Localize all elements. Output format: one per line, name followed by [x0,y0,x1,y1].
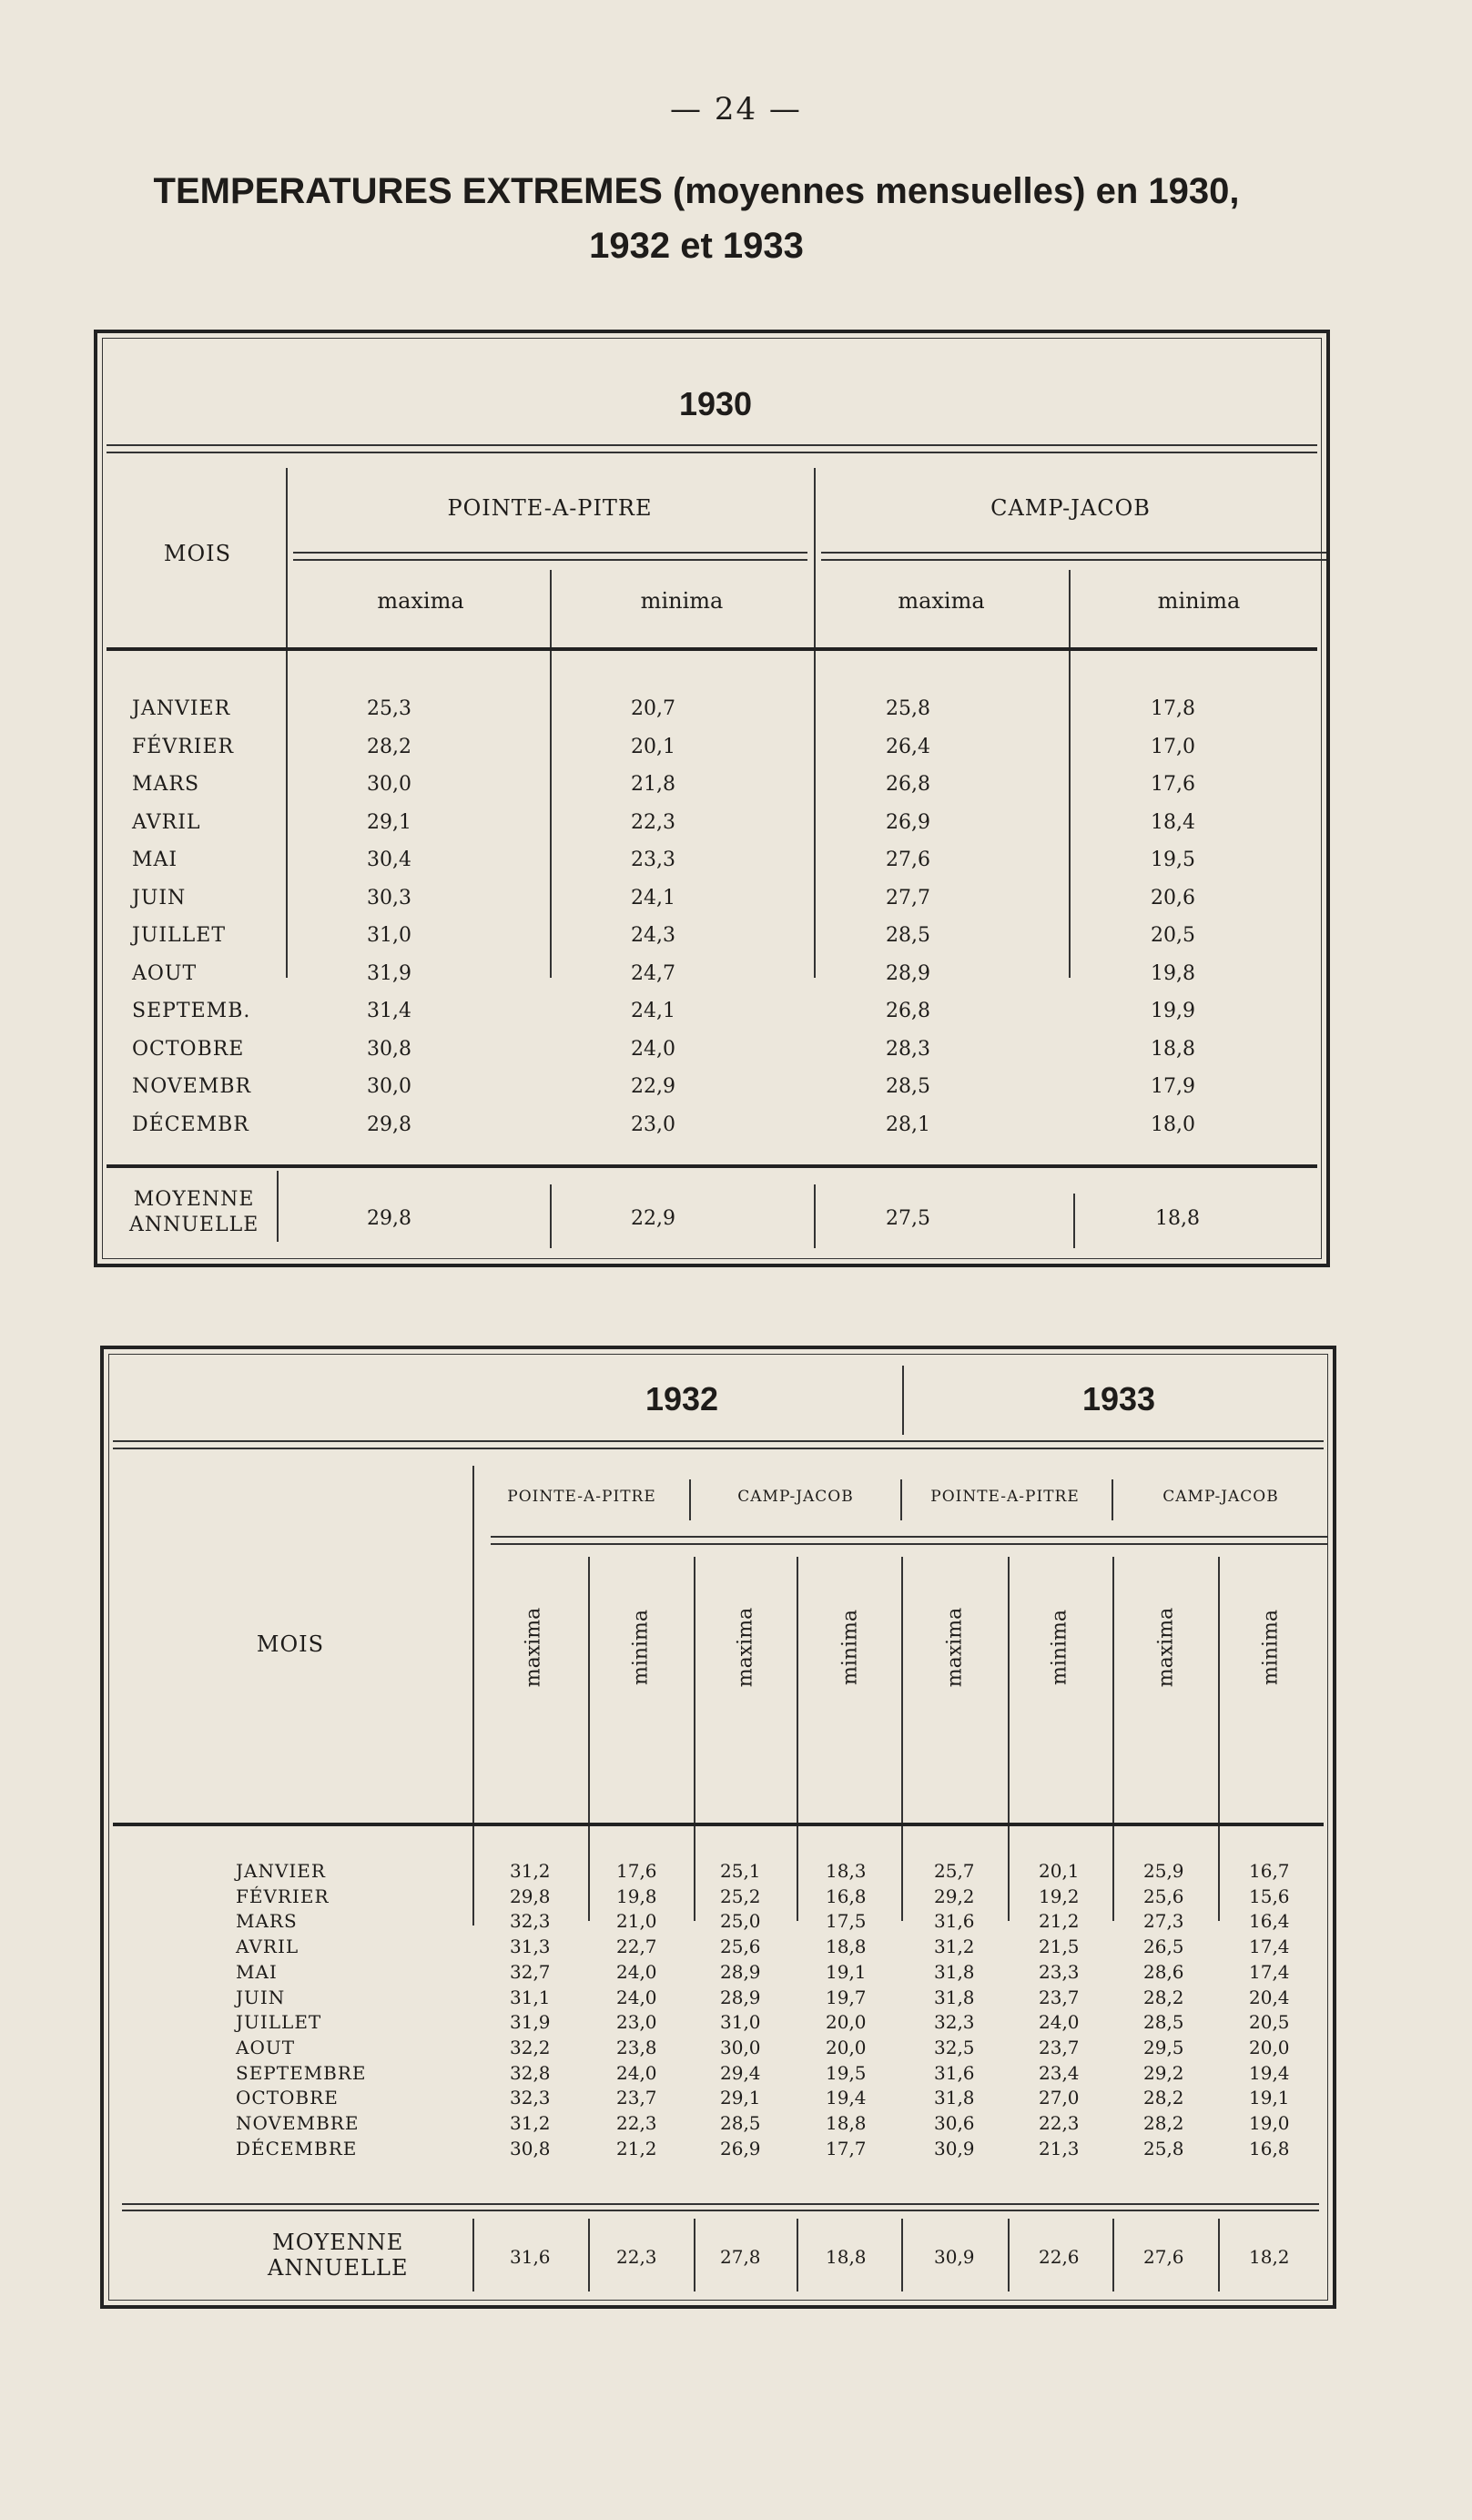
month-cell: NOVEMBR [132,1075,252,1098]
col-1932-pap-max [510,1859,551,2161]
value-cell: 19,4 [826,2087,867,2109]
value-cell: 29,1 [367,810,411,834]
value-cell: 28,1 [886,1113,930,1136]
value-cell: 21,3 [1039,2137,1080,2159]
value-cell: 29,1 [720,2087,761,2109]
value-cell: 17,7 [826,2137,867,2159]
header-pap-minima: minima [640,588,724,614]
value-cell: 31,8 [934,2087,975,2109]
value-cell: 21,0 [616,1910,657,1933]
month-cell: JUILLET [132,924,227,947]
month-cell: MAI [236,1960,278,1983]
value-cell: 31,1 [510,1986,551,2008]
value-cell: 18,3 [826,1860,867,1882]
value-cell: 24,0 [631,1037,675,1061]
value-cell: 28,6 [1143,1960,1184,1983]
value-cell: 16,8 [1249,2137,1290,2159]
value-cell: 23,3 [631,848,675,871]
value-cell: 28,5 [886,924,930,947]
annual-1933-pap-min: 22,6 [1039,2246,1080,2268]
value-cell: 25,6 [720,1936,761,1958]
value-cell: 30,4 [367,848,411,871]
value-cell: 22,3 [631,810,675,834]
value-cell: 24,0 [616,1986,657,2008]
year-1930: 1930 [678,385,753,422]
value-cell: 27,3 [1143,1910,1184,1933]
month-cell: JANVIER [236,1860,326,1882]
value-cell: 30,6 [934,2112,975,2135]
value-cell: 19,5 [1151,848,1195,871]
month-cell: OCTOBRE [132,1037,245,1061]
value-cell: 18,4 [1151,810,1195,834]
value-cell: 30,0 [367,773,411,796]
month-cell: MAI [132,848,178,871]
value-cell: 27,7 [886,886,930,909]
col-1933-cj-min [1249,1859,1290,2161]
value-cell: 20,1 [631,735,675,758]
value-cell: 23,7 [1039,1986,1080,2008]
col-1932-cj-min [826,1859,867,2161]
value-cell: 18,8 [826,1936,867,1958]
value-cell: 28,5 [886,1075,930,1098]
month-cell: JUIN [132,886,187,909]
annual-label-1930 [129,1187,259,1238]
value-cell: 26,9 [720,2137,761,2159]
header-pointe-a-pitre: POINTE-A-PITRE [447,495,653,521]
value-cell: 27,6 [886,848,930,871]
value-cell: 31,2 [510,1860,551,1882]
value-cell: 25,7 [934,1860,975,1882]
months-3233 [236,1859,367,2161]
month-cell: FÉVRIER [236,1885,330,1907]
value-cell: 18,8 [1151,1037,1195,1061]
value-cell: 17,5 [826,1910,867,1933]
value-cell: 17,4 [1249,1936,1290,1958]
value-cell: 31,9 [510,2011,551,2034]
annuelle-label: ANNUELLE [129,1214,259,1236]
value-cell: 19,1 [1249,2087,1290,2109]
value-cell: 31,3 [510,1936,551,1958]
value-cell: 29,4 [720,2061,761,2084]
value-cell: 30,9 [934,2137,975,2159]
value-cell: 31,6 [934,1910,975,1933]
value-cell: 28,5 [1143,2011,1184,2034]
value-cell: 28,5 [720,2112,761,2135]
pap-minima-1930 [631,690,675,1143]
value-cell: 27,0 [1039,2087,1080,2109]
annual-pap-max-1930: 29,8 [367,1207,411,1230]
col-1933-cj-max [1143,1859,1184,2161]
value-cell: 22,7 [616,1936,657,1958]
value-cell: 19,0 [1249,2112,1290,2135]
value-cell: 20,0 [826,2011,867,2034]
month-cell: JANVIER [132,697,231,720]
value-cell: 19,2 [1039,1885,1080,1907]
value-cell: 31,2 [934,1936,975,1958]
value-cell: 25,2 [720,1885,761,1907]
annual-1932-pap-min: 22,3 [616,2246,657,2268]
value-cell: 32,3 [510,2087,551,2109]
value-cell: 20,6 [1151,886,1195,909]
header-1932-cj-maxima: maxima [734,1607,757,1688]
value-cell: 26,5 [1143,1936,1184,1958]
months-1930 [132,690,251,1143]
value-cell: 16,7 [1249,1860,1290,1882]
annual-pap-min-1930: 22,9 [631,1207,675,1230]
value-cell: 32,2 [510,2036,551,2058]
annual-label-3233 [268,2230,408,2281]
value-cell: 19,8 [1151,961,1195,985]
col-1932-cj-max [720,1859,761,2161]
value-cell: 24,3 [631,924,675,947]
moyenne-label: MOYENNE [133,1188,255,1211]
value-cell: 19,8 [616,1885,657,1907]
value-cell: 17,9 [1151,1075,1195,1098]
value-cell: 17,4 [1249,1960,1290,1983]
annuelle-label: ANNUELLE [268,2255,409,2281]
value-cell: 24,0 [616,2061,657,2084]
value-cell: 20,1 [1039,1860,1080,1882]
value-cell: 25,9 [1143,1860,1184,1882]
value-cell: 32,5 [934,2036,975,2058]
col-1933-pap-min [1039,1859,1080,2161]
value-cell: 24,0 [616,1960,657,1983]
annual-1932-cj-max: 27,8 [720,2246,761,2268]
value-cell: 21,2 [1039,1910,1080,1933]
col-1933-pap-max [934,1859,975,2161]
month-cell: MARS [132,773,200,796]
value-cell: 28,3 [886,1037,930,1061]
value-cell: 32,7 [510,1960,551,1983]
month-cell: OCTOBRE [236,2087,339,2109]
value-cell: 28,2 [367,735,411,758]
value-cell: 16,8 [826,1885,867,1907]
value-cell: 26,8 [886,1000,930,1022]
header-1933-pointe: POINTE-A-PITRE [930,1488,1080,1506]
month-cell: SEPTEMBRE [236,2061,367,2084]
value-cell: 24,7 [631,961,675,985]
value-cell: 28,9 [886,961,930,985]
value-cell: 24,1 [631,1000,675,1022]
moyenne-label: MOYENNE [272,2230,404,2255]
value-cell: 19,9 [1151,1000,1195,1022]
month-cell: SEPTEMB. [132,1000,251,1022]
value-cell: 28,2 [1143,2112,1184,2135]
value-cell: 30,3 [367,886,411,909]
annual-1932-cj-min: 18,8 [826,2246,867,2268]
title-line-2: 1932 et 1933 [589,226,804,266]
value-cell: 26,9 [886,810,930,834]
header-1932-camp: CAMP-JACOB [737,1488,854,1506]
annual-cj-max-1930: 27,5 [886,1207,930,1230]
header-1932-cj-minima: minima [838,1609,862,1686]
value-cell: 21,5 [1039,1936,1080,1958]
value-cell: 32,8 [510,2061,551,2084]
value-cell: 24,1 [631,886,675,909]
value-cell: 16,4 [1249,1910,1290,1933]
month-cell: AVRIL [132,810,201,834]
value-cell: 31,9 [367,961,411,985]
value-cell: 30,8 [367,1037,411,1061]
month-cell: AVRIL [236,1936,299,1958]
value-cell: 28,2 [1143,2087,1184,2109]
value-cell: 31,6 [934,2061,975,2084]
value-cell: 17,0 [1151,735,1195,758]
value-cell: 17,6 [616,1860,657,1882]
value-cell: 23,7 [1039,2036,1080,2058]
value-cell: 22,9 [631,1075,675,1098]
value-cell: 31,0 [720,2011,761,2034]
value-cell: 25,1 [720,1860,761,1882]
header-mois: MOIS [163,541,232,566]
value-cell: 19,1 [826,1960,867,1983]
value-cell: 20,4 [1249,1986,1290,2008]
value-cell: 18,0 [1151,1113,1195,1136]
month-cell: DÉCEMBRE [236,2137,358,2159]
value-cell: 29,5 [1143,2036,1184,2058]
value-cell: 25,8 [886,697,930,720]
value-cell: 25,8 [1143,2137,1184,2159]
value-cell: 20,5 [1151,924,1195,947]
value-cell: 23,3 [1039,1960,1080,1983]
value-cell: 22,3 [616,2112,657,2135]
value-cell: 28,2 [1143,1986,1184,2008]
value-cell: 24,0 [1039,2011,1080,2034]
header-1933-cj-maxima: maxima [1154,1607,1178,1688]
value-cell: 30,0 [720,2036,761,2058]
value-cell: 19,7 [826,1986,867,2008]
annual-1933-cj-max: 27,6 [1143,2246,1184,2268]
header-camp-jacob: CAMP-JACOB [990,495,1151,521]
annual-cj-min-1930: 18,8 [1155,1207,1200,1230]
value-cell: 19,4 [1249,2061,1290,2084]
value-cell: 28,9 [720,1986,761,2008]
cj-maxima-1930 [886,690,930,1143]
header-1932-pointe: POINTE-A-PITRE [507,1488,656,1506]
header-1933-pap-minima: minima [1048,1609,1071,1686]
year-1932: 1932 [645,1380,719,1418]
value-cell: 20,0 [1249,2036,1290,2058]
value-cell: 23,0 [631,1113,675,1136]
value-cell: 23,8 [616,2036,657,2058]
header-mois-2: MOIS [256,1631,325,1657]
value-cell: 31,4 [367,1000,411,1022]
value-cell: 29,8 [510,1885,551,1907]
value-cell: 31,0 [367,924,411,947]
month-cell: NOVEMBRE [236,2112,360,2135]
month-cell: AOUT [236,2036,296,2058]
value-cell: 23,0 [616,2011,657,2034]
value-cell: 17,8 [1151,697,1195,720]
value-cell: 22,3 [1039,2112,1080,2135]
value-cell: 25,6 [1143,1885,1184,1907]
header-1932-pap-minima: minima [629,1609,653,1686]
value-cell: 25,3 [367,697,411,720]
table-1930 [94,330,1330,1267]
value-cell: 29,8 [367,1113,411,1136]
month-cell: FÉVRIER [132,735,235,758]
title-line-1: TEMPERATURES EXTREMES (moyennes mensuelles) en 1930, [153,171,1240,211]
value-cell: 20,7 [631,697,675,720]
value-cell: 18,8 [826,2112,867,2135]
value-cell: 21,8 [631,773,675,796]
value-cell: 32,3 [510,1910,551,1933]
value-cell: 25,0 [720,1910,761,1933]
annual-1933-pap-max: 30,9 [934,2246,975,2268]
month-cell: AOUT [132,961,198,985]
value-cell: 26,4 [886,735,930,758]
header-cj-minima: minima [1157,588,1241,614]
value-cell: 28,9 [720,1960,761,1983]
value-cell: 15,6 [1249,1885,1290,1907]
cj-minima-1930 [1151,690,1195,1143]
value-cell: 31,8 [934,1986,975,2008]
month-cell: JUILLET [236,2011,322,2034]
value-cell: 31,8 [934,1960,975,1983]
header-1933-cj-minima: minima [1259,1609,1283,1686]
header-1933-camp: CAMP-JACOB [1162,1488,1279,1506]
value-cell: 32,3 [934,2011,975,2034]
month-cell: MARS [236,1910,298,1933]
value-cell: 26,8 [886,773,930,796]
month-cell: DÉCEMBR [132,1113,249,1136]
value-cell: 30,8 [510,2137,551,2159]
value-cell: 29,2 [1143,2061,1184,2084]
table-1932-1933 [100,1346,1336,2309]
col-1932-pap-min [616,1859,657,2161]
header-pap-maxima: maxima [377,588,464,614]
value-cell: 17,6 [1151,773,1195,796]
year-1933: 1933 [1081,1380,1156,1418]
header-1933-pap-maxima: maxima [943,1607,967,1688]
page-number: — 24 — [670,91,802,127]
value-cell: 29,2 [934,1885,975,1907]
annual-1933-cj-min: 18,2 [1249,2246,1290,2268]
annual-1932-pap-max: 31,6 [510,2246,551,2268]
value-cell: 30,0 [367,1075,411,1098]
value-cell: 20,0 [826,2036,867,2058]
value-cell: 23,7 [616,2087,657,2109]
value-cell: 19,5 [826,2061,867,2084]
value-cell: 21,2 [616,2137,657,2159]
page-title [91,164,1302,273]
pap-maxima-1930 [367,690,411,1143]
header-1932-pap-maxima: maxima [522,1607,545,1688]
value-cell: 23,4 [1039,2061,1080,2084]
value-cell: 31,2 [510,2112,551,2135]
value-cell: 20,5 [1249,2011,1290,2034]
month-cell: JUIN [236,1986,286,2008]
header-cj-maxima: maxima [898,588,985,614]
